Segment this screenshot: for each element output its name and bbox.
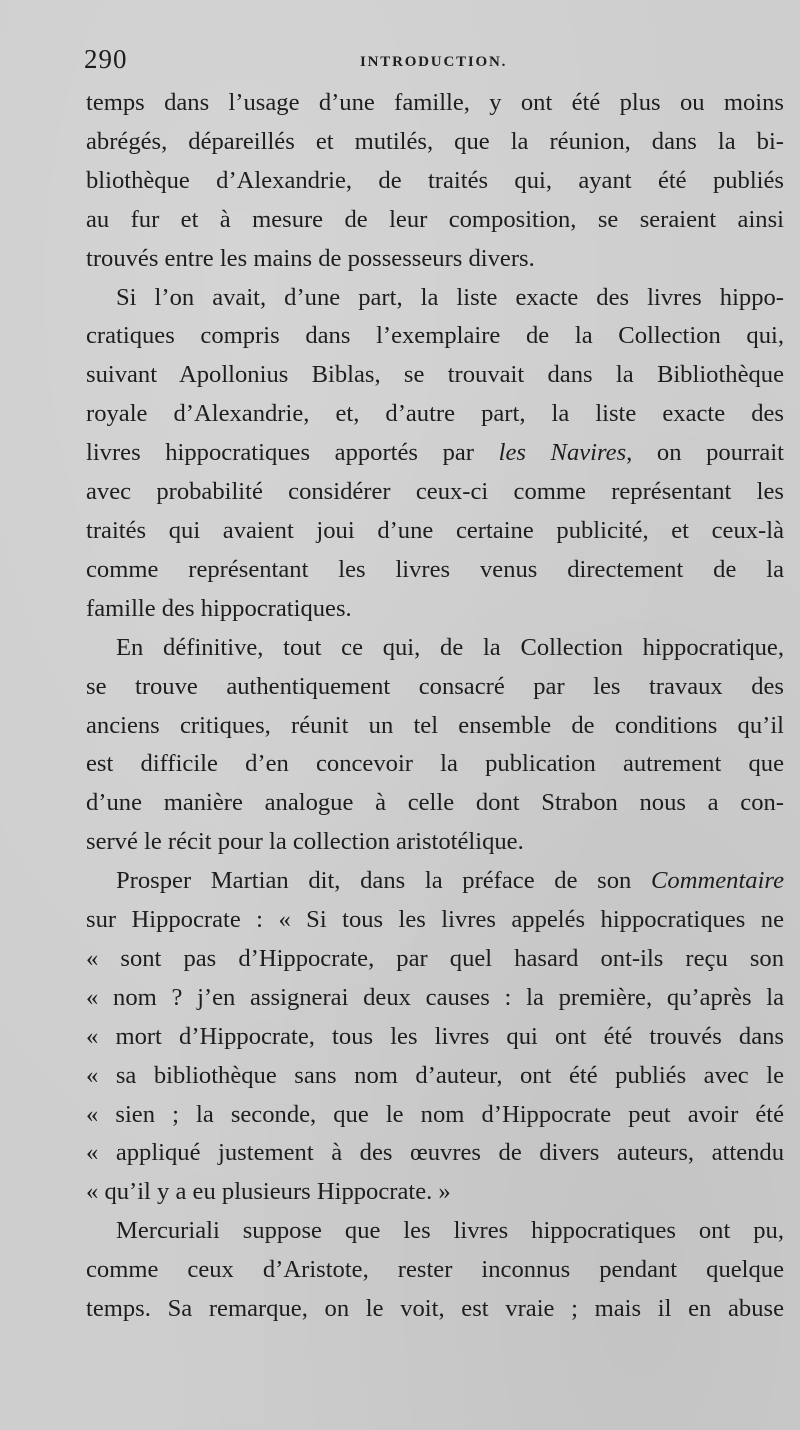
paragraph-3 (86, 629, 784, 862)
body-text (86, 84, 784, 1329)
text-line: famille des hippocratiques. (86, 594, 352, 622)
italic-text: Commentaire (651, 867, 784, 895)
paragraph-2 (86, 279, 784, 629)
text-line: livres hippocratiques apportés par les Navires, on pourrait (86, 439, 784, 467)
page-header (84, 44, 784, 82)
text-line: est difficile d’en concevoir la publication autrement que (86, 750, 784, 778)
italic-text: les Navires (498, 439, 627, 467)
text-line: cratiques compris dans l’exemplaire de la Collection qui, (86, 322, 784, 350)
paragraph-1 (86, 84, 784, 279)
paragraph-5 (86, 1212, 784, 1329)
text-line: « mort d’Hippocrate, tous les livres qui ont été trouvés dans (86, 1022, 784, 1050)
text-line: « qu’il y a eu plusieurs Hippocrate. » (86, 1178, 451, 1206)
text-line: temps. Sa remarque, on le voit, est vraie ; mais il en abuse (86, 1295, 784, 1323)
text-line: servé le récit pour la collection aristotélique. (86, 828, 524, 856)
running-head: INTRODUCTION. (360, 54, 508, 70)
text-line: au fur et à mesure de leur composition, se seraient ainsi (86, 205, 784, 233)
text-line: se trouve authentiquement consacré par les travaux des (86, 672, 784, 700)
text-line: « appliqué justement à des œuvres de divers auteurs, attendu (86, 1139, 784, 1167)
page-number: 290 (84, 44, 128, 74)
text-line: d’une manière analogue à celle dont Strabon nous a con- (86, 789, 784, 817)
text-line: suivant Apollonius Biblas, se trouvait dans la Bibliothèque (86, 361, 784, 389)
text-line: avec probabilité considérer ceux-ci comme représentant les (86, 478, 784, 506)
text-line: En définitive, tout ce qui, de la Collection hippocratique, (116, 633, 784, 661)
text-line: « sont pas d’Hippocrate, par quel hasard ont-ils reçu son (86, 944, 784, 972)
text-line: comme ceux d’Aristote, rester inconnus pendant quelque (86, 1256, 784, 1284)
text-line: Si l’on avait, d’une part, la liste exacte des livres hippo- (116, 283, 784, 311)
text-line: bliothèque d’Alexandrie, de traités qui, ayant été publiés (86, 166, 784, 194)
text-line: « nom ? j’en assignerai deux causes : la première, qu’après la (86, 983, 784, 1011)
text-line: Prosper Martian dit, dans la préface de son Commentaire (116, 867, 784, 895)
text-line: traités qui avaient joui d’une certaine publicité, et ceux-là (86, 516, 784, 544)
text-line: abrégés, dépareillés et mutilés, que la réunion, dans la bi- (86, 127, 784, 155)
text-line: anciens critiques, réunit un tel ensemble de conditions qu’il (86, 711, 784, 739)
text-line: temps dans l’usage d’une famille, y ont été plus ou moins (86, 89, 784, 116)
text-line: trouvés entre les mains de possesseurs divers. (86, 244, 535, 272)
paragraph-4 (86, 862, 784, 1212)
text-line: « sa bibliothèque sans nom d’auteur, ont été publiés avec le (86, 1061, 784, 1089)
text-line: comme représentant les livres venus directement de la (86, 555, 784, 583)
text-line: royale d’Alexandrie, et, d’autre part, la liste exacte des (86, 400, 784, 428)
text-line: « sien ; la seconde, que le nom d’Hippocrate peut avoir été (86, 1100, 784, 1128)
text-line: sur Hippocrate : « Si tous les livres appelés hippocratiques ne (86, 906, 784, 934)
text-line: Mercuriali suppose que les livres hippocratiques ont pu, (116, 1217, 784, 1245)
